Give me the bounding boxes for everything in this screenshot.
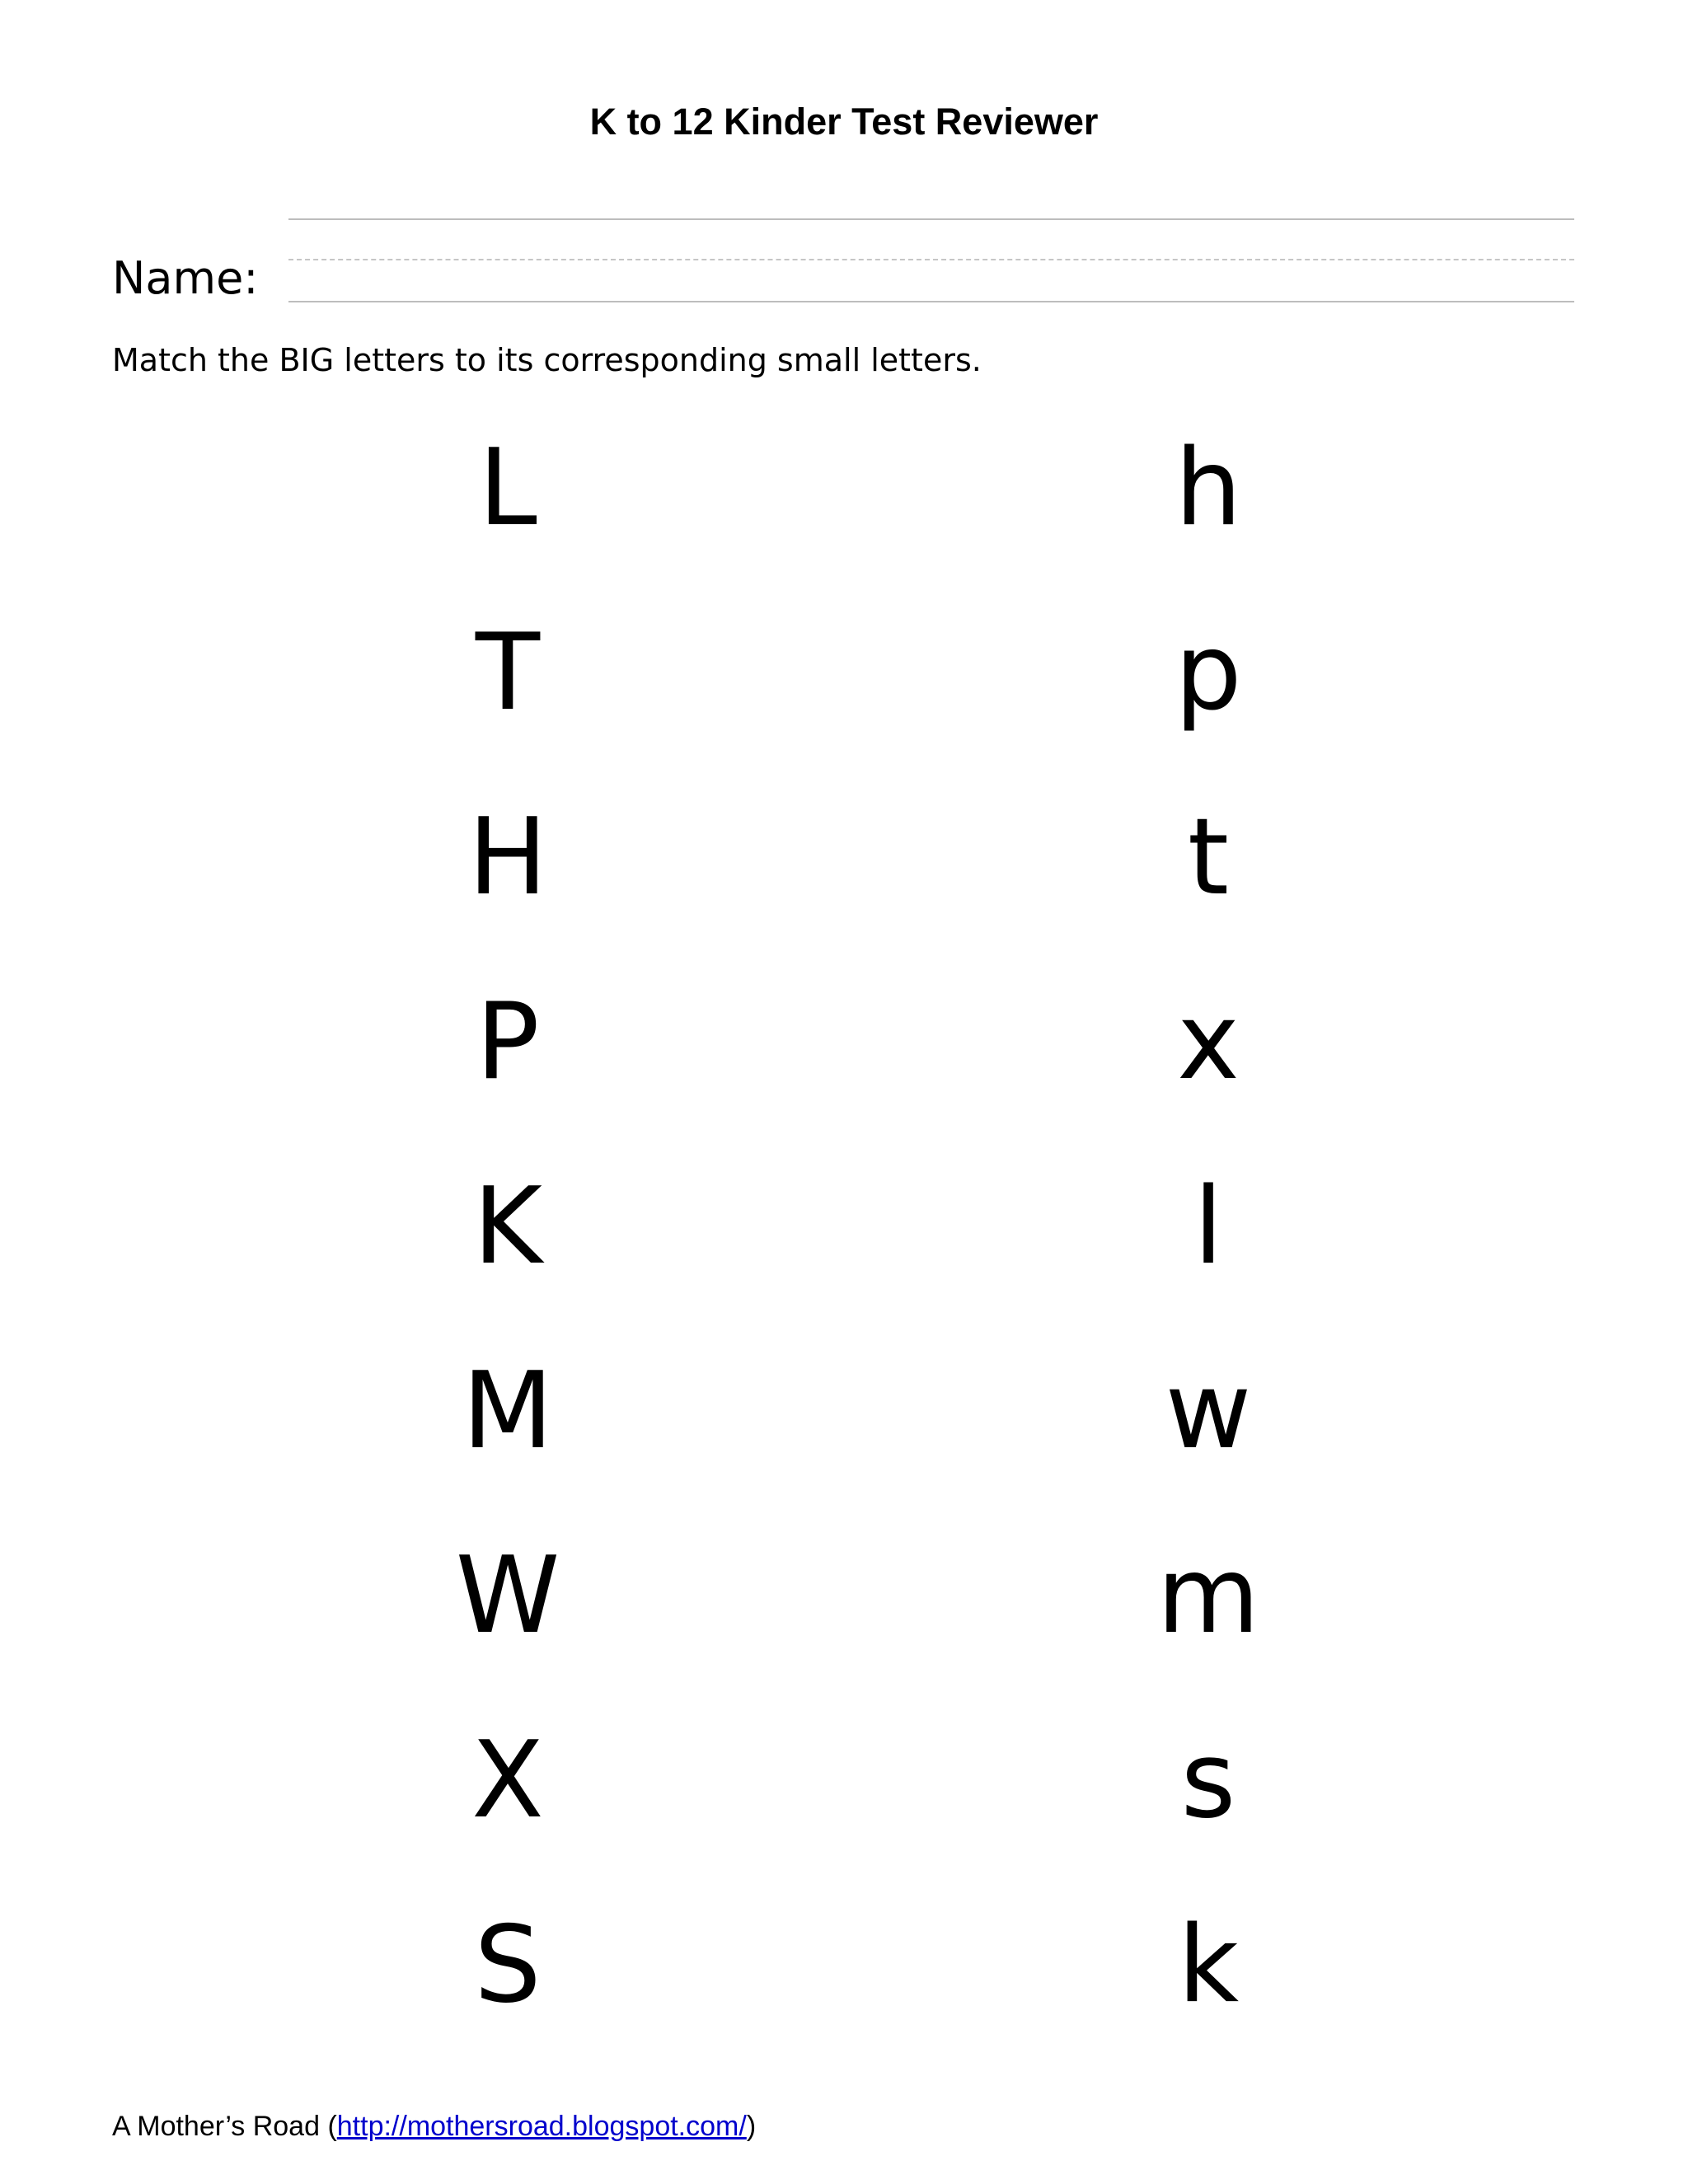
footer-prefix: A Mother’s Road ( [112,2111,337,2142]
name-label: Name: [112,252,259,304]
big-letter: S [474,1904,542,2027]
small-letter: p [1175,612,1242,734]
footer-credit [112,2108,756,2144]
instruction-text: Match the BIG letters to its corresponding small letters. [112,342,982,378]
big-letter: L [478,427,537,550]
small-letter: m [1156,1535,1260,1657]
big-letter: H [467,796,548,919]
small-letter: w [1165,1350,1252,1473]
big-letter: W [455,1535,560,1657]
small-letter: l [1193,1165,1223,1288]
big-letter: M [462,1350,554,1473]
big-letter: X [471,1719,544,1842]
footer-suffix: ) [746,2111,757,2142]
small-letters-column [1085,427,1332,2097]
small-letter: s [1180,1719,1236,1842]
small-letter: x [1177,981,1240,1104]
small-letter: t [1187,796,1230,919]
big-letter: P [476,981,540,1104]
name-writing-line-top [288,218,1574,220]
small-letter: h [1175,427,1242,550]
footer-blog-link[interactable]: http://mothersroad.blogspot.com/ [336,2111,747,2142]
big-letter: K [473,1165,542,1288]
worksheet-title: K to 12 Kinder Test Reviewer [589,101,1099,143]
small-letter: k [1177,1904,1240,2027]
name-writing-line-bottom [288,301,1574,302]
big-letters-column [384,427,631,2097]
name-writing-line-dashed [288,259,1574,260]
big-letter: T [475,612,541,734]
